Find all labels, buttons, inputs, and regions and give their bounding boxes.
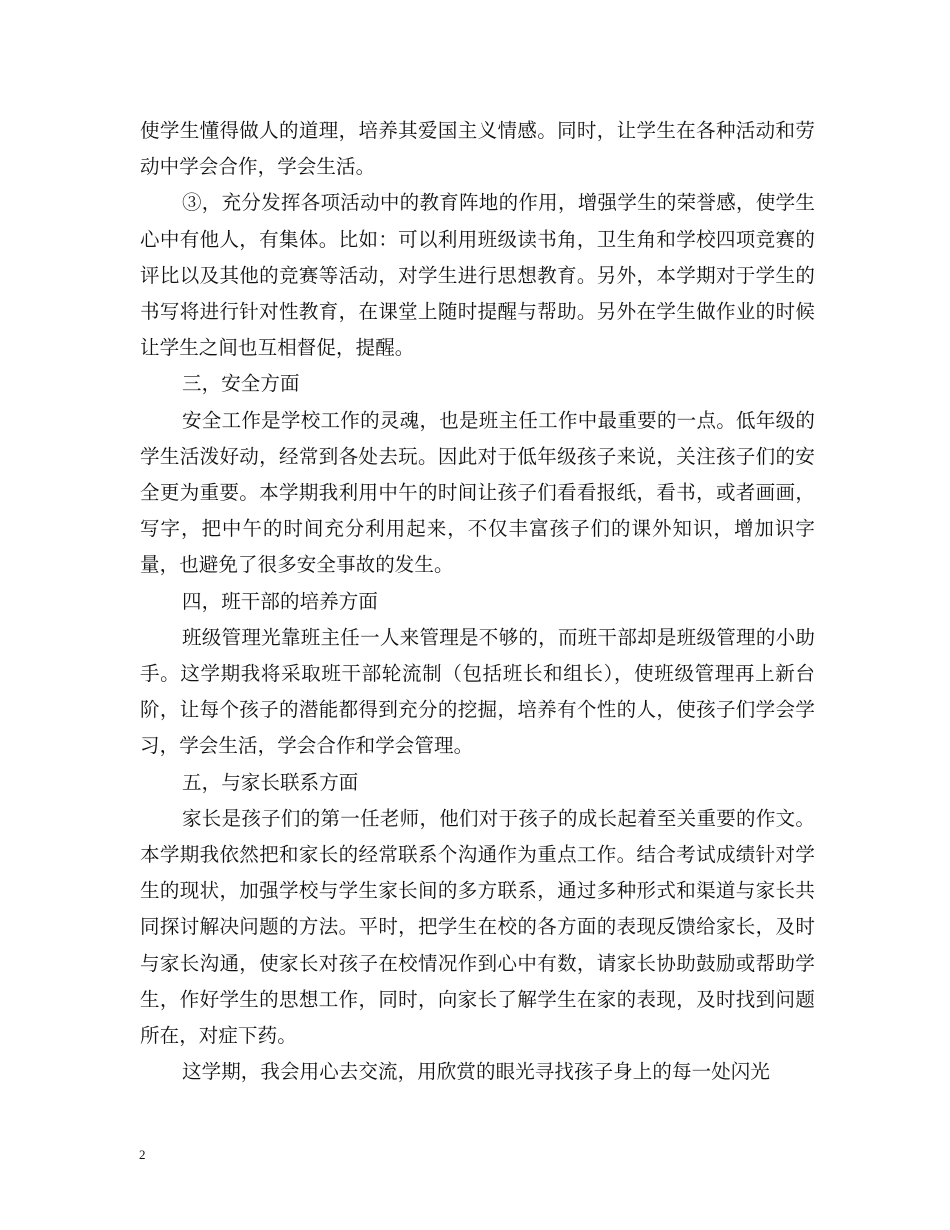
page-number: 2	[139, 1147, 146, 1162]
document-body	[140, 113, 815, 1090]
section-heading-safety: 三，安全方面	[182, 372, 300, 396]
section-heading-class-leaders: 四，班干部的培养方面	[182, 589, 379, 613]
paragraph-1: 使学生懂得做人的道理，培养其爱国主义情感。同时，让学生在各种活动和劳动中学会合作，学会生活。	[140, 119, 815, 179]
paragraph-safety: 安全工作是学校工作的灵魂，也是班主任工作中最重要的一点。低年级的学生活泼好动，经常到各处去玩。因此对于低年级孩子来说，关注孩子们的安全更为重要。本学期我利用中午的时间让孩子们看看报纸，看书，或者画画，写字，把中午的时间充分利用起来，不仅丰富孩子们的课外知识，增加识字量，也避免了很多安全事故的发生。	[140, 408, 815, 577]
paragraph-class-leaders: 班级管理光靠班主任一人来管理是不够的，而班干部却是班级管理的小助手。这学期我将采取班干部轮流制（包括班长和组长），使班级管理再上新台阶，让每个孩子的潜能都得到充分的挖掘，培养有个性的人，使孩子们学会学习，学会生活，学会合作和学会管理。	[140, 625, 815, 758]
paragraph-2: ③，充分发挥各项活动中的教育阵地的作用，增强学生的荣誉感，使学生心中有他人，有集体。比如：可以利用班级读书角，卫生角和学校四项竞赛的评比以及其他的竞赛等活动，对学生进行思想教育。另外，本学期对于学生的书写将进行针对性教育，在课堂上随时提醒与帮助。另外在学生做作业的时候让学生之间也互相督促，提醒。	[140, 191, 815, 360]
section-heading-parents: 五，与家长联系方面	[182, 770, 359, 794]
paragraph-closing: 这学期，我会用心去交流，用欣赏的眼光寻找孩子身上的每一处闪光	[182, 1060, 771, 1084]
paragraph-parents: 家长是孩子们的第一任老师，他们对于孩子的成长起着至关重要的作文。本学期我依然把和家长的经常联系个沟通作为重点工作。结合考试成绩针对学生的现状，加强学校与学生家长间的多方联系，通过多种形式和渠道与家长共同探讨解决问题的方法。平时，把学生在校的各方面的表现反馈给家长，及时与家长沟通，使家长对孩子在校情况作到心中有数，请家长协助鼓励或帮助学生，作好学生的思想工作，同时，向家长了解学生在家的表现，及时找到问题所在，对症下药。	[140, 806, 815, 1048]
